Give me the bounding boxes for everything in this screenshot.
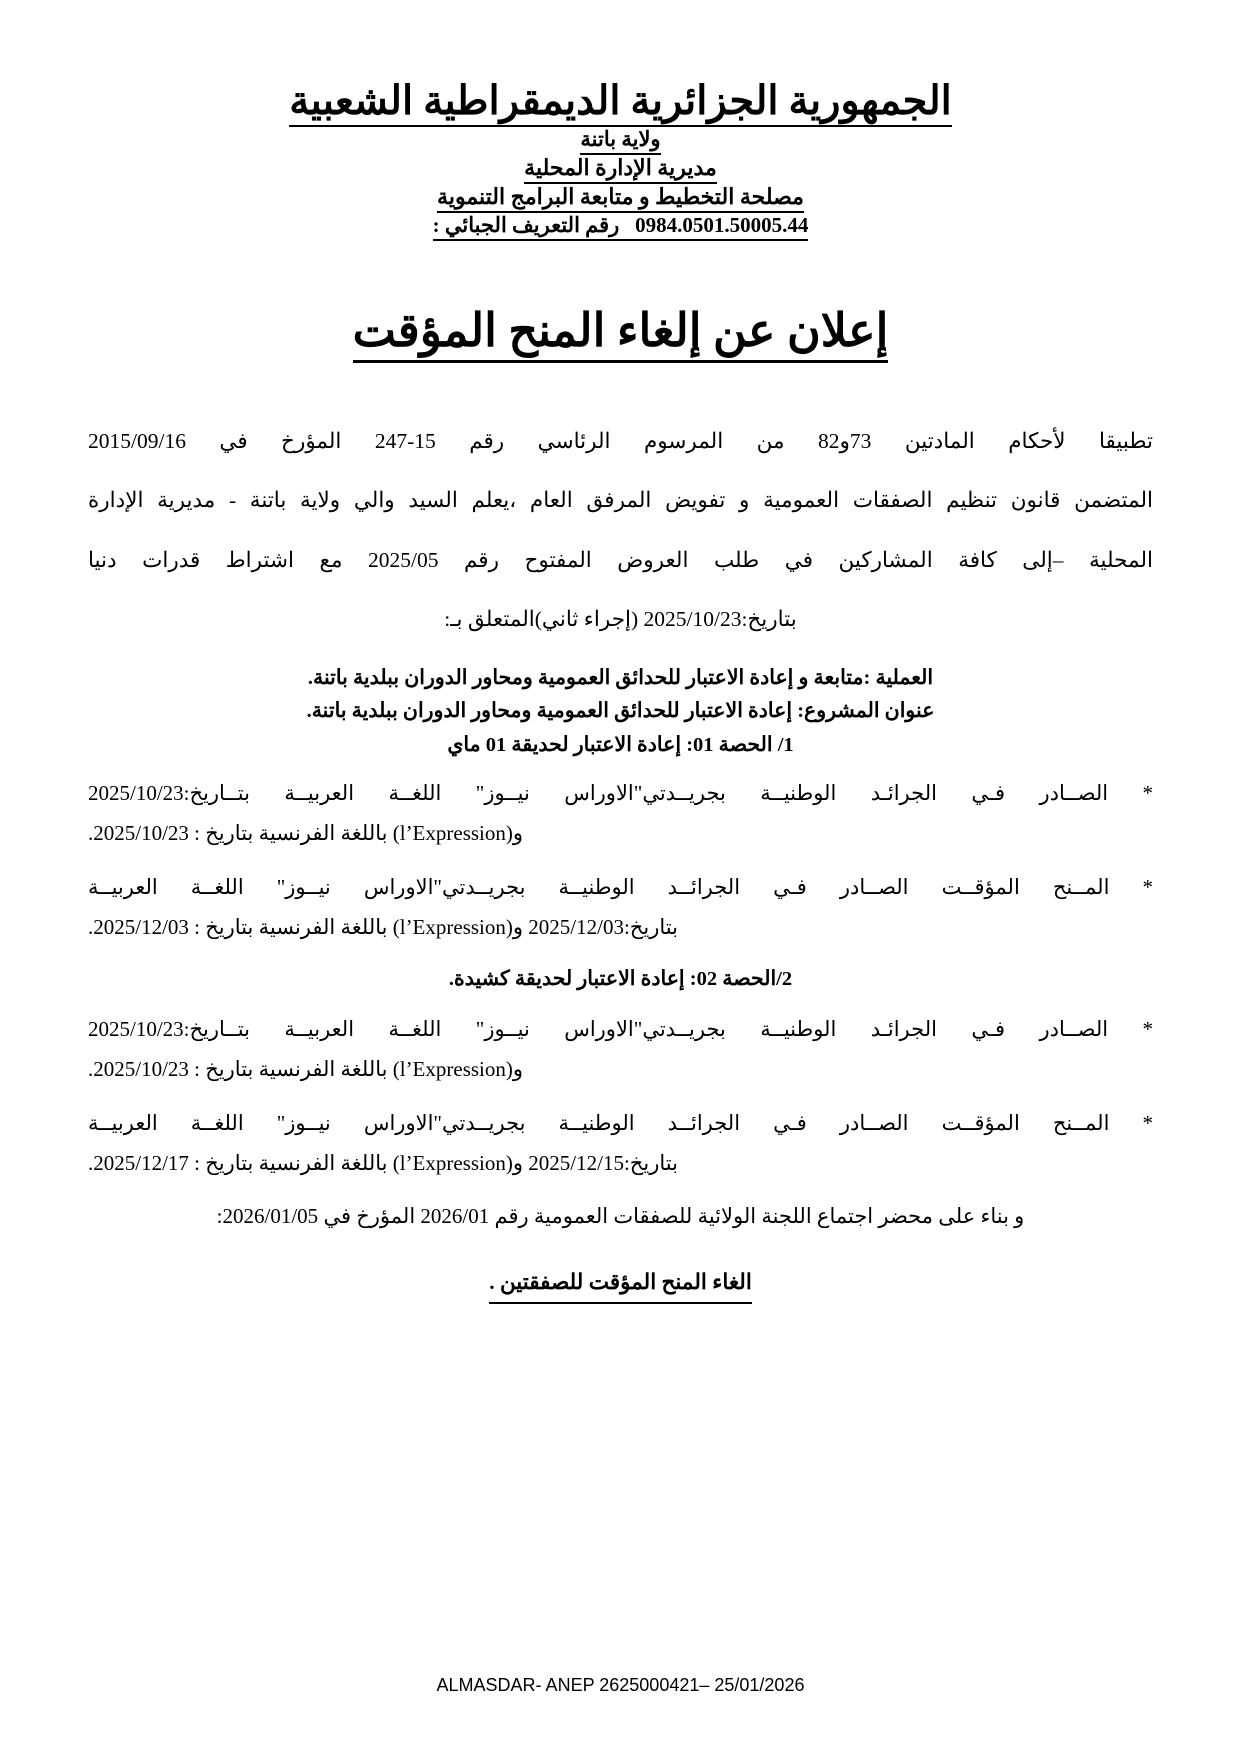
- tax-id-label: رقم التعريف الجبائي :: [432, 213, 620, 237]
- lot-01-award-line-2: بتاريخ:2025/12/03 و(l’Expression) باللغة الفرنسية بتاريخ : 2025/12/03.: [88, 914, 678, 939]
- document-header: [0, 0, 1241, 241]
- operation-project-block: [88, 662, 1153, 762]
- document-footer: ALMASDAR- ANEP 2625000421– 25/01/2026: [436, 1675, 805, 1695]
- project-title-line: عنوان المشروع: إعادة الاعتبار للحدائق العمومية ومحاور الدوران ببلدية باتنة.: [306, 700, 935, 723]
- header-direction-text: مديرية الإدارة المحلية: [524, 155, 717, 184]
- operation-line: العملية :متابعة و إعادة الاعتبار للحدائق العمومية ومحاور الدوران ببلدية باتنة.: [307, 667, 934, 690]
- header-wilaya-line: [0, 127, 1241, 155]
- cancellation-conclusion-text: الغاء المنح المؤقت للصفقتين .: [489, 1266, 752, 1303]
- paragraph-law-context: المتضمن قانون تنظيم الصفقات العمومية و تفويض المرفق العام ،يعلم السيد والي ولاية باتنة - مديرية الإدارة: [88, 488, 1153, 513]
- header-tax-id-line: [0, 213, 1241, 241]
- header-service-text: مصلحة التخطيط و متابعة البرامج التنموية: [437, 184, 804, 213]
- header-direction-line: [0, 155, 1241, 184]
- paragraph-tender-date: بتاريخ:2025/10/23 (إجراء ثاني)المتعلق بـ:: [444, 606, 797, 631]
- lot-01-heading: 1/ الحصة 01: إعادة الاعتبار لحديقة 01 ماي: [447, 733, 794, 756]
- lot-01-publication-line-1: * الصــادر فـي الجرائـد الوطنيــة بجريــدتي"الاوراس نيــوز" اللغــة العربيــة بتــاريخ:2025/10/23: [88, 780, 1153, 805]
- lot-01-publication-line-2: و(l’Expression) باللغة الفرنسية بتاريخ : 2025/10/23.: [88, 820, 524, 845]
- page-title: [0, 303, 1241, 363]
- header-republic-line: [0, 78, 1241, 127]
- header-republic-text: الجمهورية الجزائرية الديمقراطية الشعبية: [289, 78, 952, 127]
- header-service-line: [0, 184, 1241, 213]
- lot-02-publication-line-2: و(l’Expression) باللغة الفرنسية بتاريخ : 2025/10/23.: [88, 1056, 524, 1081]
- lot-01-award-line-1: * المــنح المؤقــت الصــادر فـي الجرائــد الوطنيــة بجريــدتي"الاوراس نيــوز" اللغــة العربيــة: [88, 874, 1153, 899]
- header-tax-id-group: [433, 213, 809, 241]
- document-body: [0, 425, 1241, 1304]
- paragraph-legal-basis: تطبيقا لأحكام المادتين 73و82 من المرسوم الرئاسي رقم 15-247 المؤرخ في 2015/09/16: [88, 429, 1153, 453]
- lot-02-heading: 2/الحصة 02: إعادة الاعتبار لحديقة كشيدة.: [448, 967, 793, 990]
- lot-02-award-line-2: بتاريخ:2025/12/15 و(l’Expression) باللغة الفرنسية بتاريخ : 2025/12/17.: [88, 1150, 678, 1175]
- lot-02-publication-line-1: * الصــادر فـي الجرائـد الوطنيــة بجريــدتي"الاوراس نيــوز" اللغــة العربيــة بتــاريخ:2025/10/23: [88, 1016, 1153, 1041]
- header-wilaya-text: ولاية باتنة: [580, 127, 660, 155]
- cancellation-conclusion: [88, 1266, 1153, 1303]
- paragraph-tender-reference: المحلية –إلى كافة المشاركين في طلب العروض المفتوح رقم 2025/05 مع اشتراط قدرات دنيا: [88, 547, 1153, 572]
- lot-02-award-line-1: * المــنح المؤقــت الصــادر فـي الجرائــد الوطنيــة بجريــدتي"الاوراس نيــوز" اللغــة العربيــة: [88, 1110, 1153, 1135]
- tax-id-number: 0984.0501.50005.44: [635, 213, 809, 237]
- page-title-text: إعلان عن إلغاء المنح المؤقت: [353, 303, 889, 363]
- commission-minutes-line: و بناء على محضر اجتماع اللجنة الولائية للصفقات العمومية رقم 2026/01 المؤرخ في 2026/01/05:: [216, 1203, 1025, 1228]
